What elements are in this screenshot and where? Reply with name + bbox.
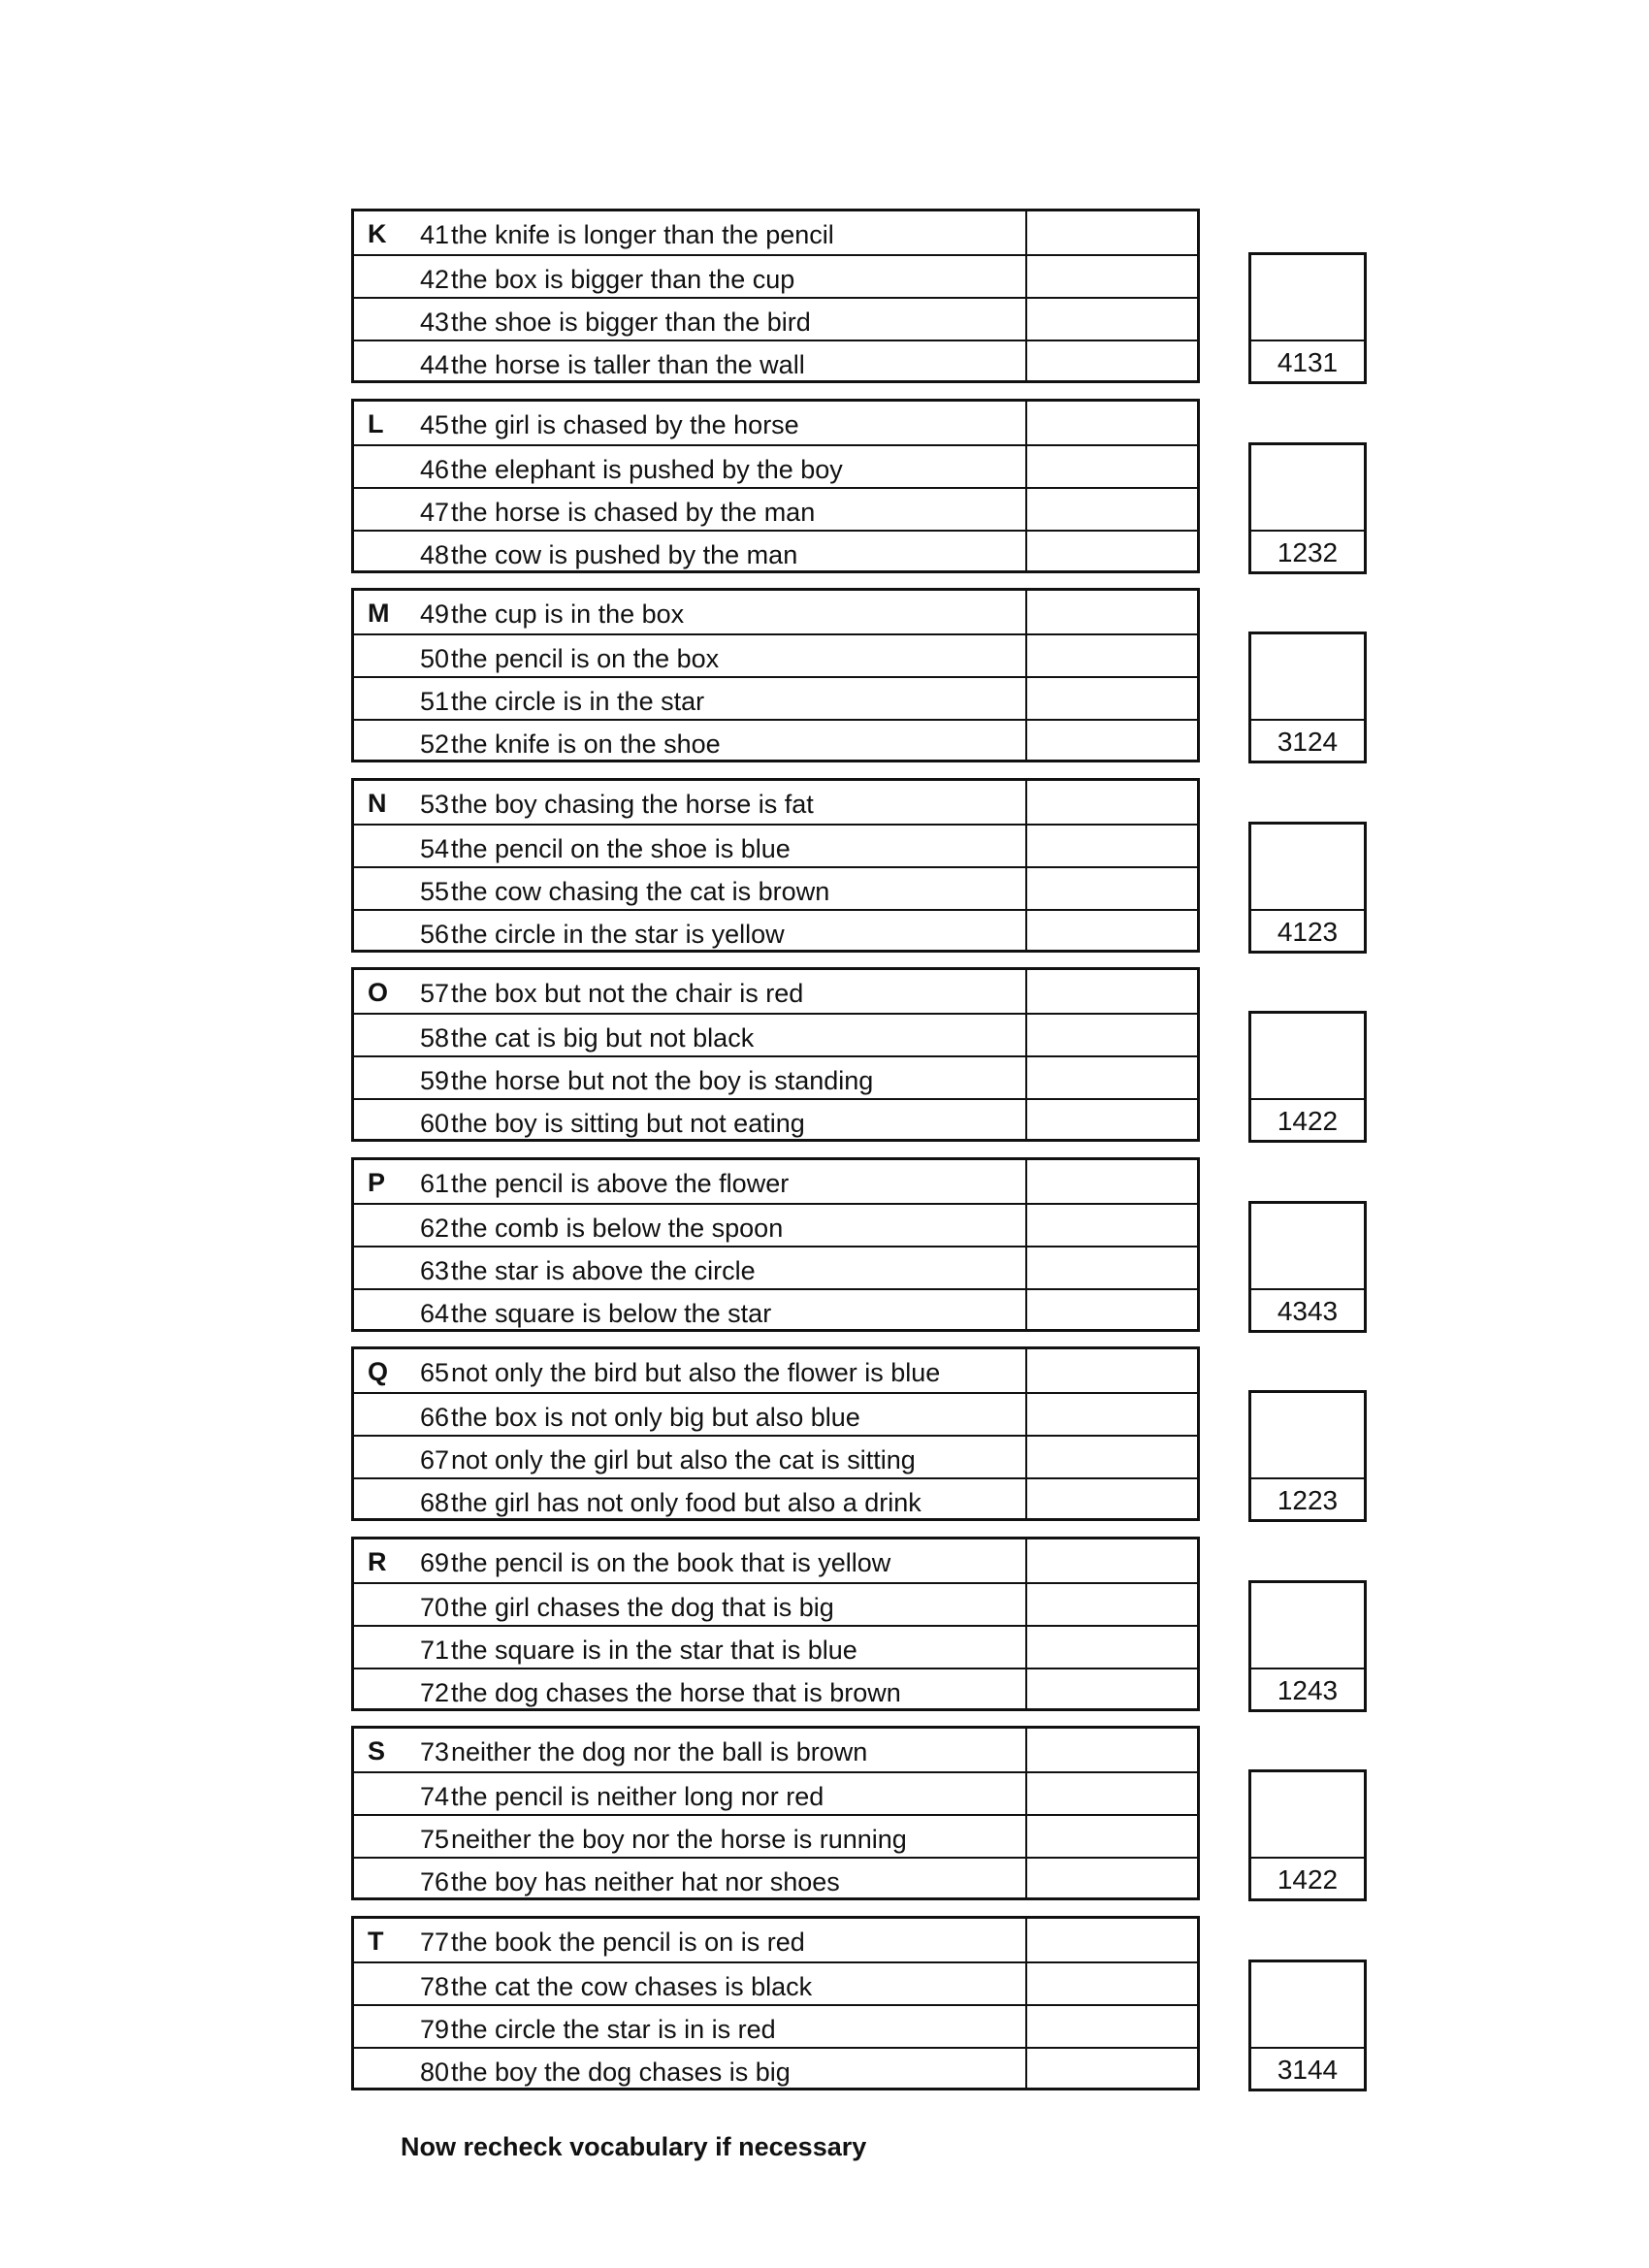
item-sentence: the horse is chased by the man [451,498,816,527]
item-row [354,1668,1197,1712]
item-row [354,402,1197,444]
item-table [351,399,1200,573]
item-number: 63 [419,1256,449,1285]
answer-key-box [1248,1390,1367,1522]
item-row [354,444,1197,489]
item-sentence: the pencil is above the flower [451,1169,790,1198]
item-sentence: the elephant is pushed by the boy [451,455,843,484]
item-sentence: the pencil is on the book that is yellow [451,1548,891,1577]
item-sentence: the girl is chased by the horse [451,410,799,439]
block-o [351,967,1370,1142]
item-number: 71 [419,1636,449,1665]
answer-key-box [1248,822,1367,954]
item-sentence: neither the boy nor the horse is running [451,1825,907,1854]
block-q [351,1346,1370,1521]
item-sentence: the book the pencil is on is red [451,1928,805,1957]
item-row [354,1814,1197,1859]
item-sentence: the shoe is bigger than the bird [451,308,811,337]
block-l [351,399,1370,573]
section-letter: O [368,978,389,1007]
answer-column-divider [1025,1729,1027,1897]
answer-key-code: 4343 [1277,1296,1339,1326]
item-row [354,824,1197,868]
answer-key-box [1248,252,1367,384]
item-number: 80 [419,2057,449,2087]
answer-key-code: 4123 [1277,917,1339,947]
item-number: 79 [419,2015,449,2044]
item-row [354,970,1197,1013]
item-number: 49 [419,599,449,629]
answer-key-box [1248,1960,1367,2091]
item-table [351,967,1200,1142]
item-number: 73 [419,1737,449,1766]
item-number: 65 [419,1358,449,1387]
item-number: 42 [419,265,449,294]
item-sentence: the dog chases the horse that is brown [451,1678,901,1707]
answer-key-code: 1232 [1277,537,1339,567]
answer-key-divider [1251,719,1364,721]
item-table [351,1916,1200,2090]
item-sentence: the circle the star is in is red [451,2015,776,2044]
item-sentence: the circle is in the star [451,687,705,716]
answer-key-divider [1251,909,1364,911]
item-number: 51 [419,687,449,716]
item-row [354,1477,1197,1522]
answer-key-divider [1251,1668,1364,1669]
block-t [351,1916,1370,2090]
item-row [354,1729,1197,1771]
item-number: 75 [419,1825,449,1854]
answer-key-code: 3124 [1277,727,1339,757]
block-p [351,1157,1370,1332]
item-number: 58 [419,1023,449,1053]
item-number: 74 [419,1782,449,1811]
item-number: 78 [419,1972,449,2001]
item-sentence: the star is above the circle [451,1256,756,1285]
item-number: 62 [419,1214,449,1243]
item-number: 41 [419,220,449,249]
item-number: 57 [419,979,449,1008]
block-n [351,778,1370,953]
answer-key-box [1248,1769,1367,1901]
item-row [354,1349,1197,1392]
item-sentence: not only the bird but also the flower is blue [451,1358,941,1387]
answer-key-divider [1251,340,1364,341]
answer-key-divider [1251,2047,1364,2049]
item-number: 76 [419,1867,449,1896]
item-row [354,1055,1197,1100]
item-sentence: the pencil is neither long nor red [451,1782,824,1811]
item-sentence: the square is in the star that is blue [451,1636,857,1665]
item-number: 44 [419,350,449,379]
item-sentence: the square is below the star [451,1299,772,1328]
item-number: 68 [419,1488,449,1517]
answer-key-box [1248,442,1367,574]
item-row [354,1392,1197,1437]
item-number: 69 [419,1548,449,1577]
section-letter: S [368,1736,386,1766]
item-number: 77 [419,1928,449,1957]
item-number: 70 [419,1593,449,1622]
item-sentence: the girl chases the dog that is big [451,1593,834,1622]
section-letter: L [368,409,384,438]
item-row [354,1160,1197,1203]
block-m [351,588,1370,762]
item-table [351,588,1200,762]
item-table [351,778,1200,953]
block-k [351,209,1370,383]
item-number: 59 [419,1066,449,1095]
item-row [354,2047,1197,2091]
item-sentence: the boy chasing the horse is fat [451,790,814,819]
answer-column-divider [1025,402,1027,570]
answer-column-divider [1025,591,1027,760]
item-number: 61 [419,1169,449,1198]
answer-column-divider [1025,970,1027,1139]
item-row [354,1246,1197,1290]
answer-key-code: 3144 [1277,2055,1339,2085]
item-number: 50 [419,644,449,673]
answer-key-box [1248,1201,1367,1333]
answer-key-divider [1251,1857,1364,1859]
item-row [354,633,1197,678]
item-row [354,909,1197,954]
item-number: 52 [419,729,449,759]
item-sentence: the comb is below the spoon [451,1214,784,1243]
item-sentence: the cow is pushed by the man [451,540,798,569]
section-letter: R [368,1547,387,1576]
item-sentence: the box is not only big but also blue [451,1403,860,1432]
item-row [354,1203,1197,1247]
item-sentence: the boy the dog chases is big [451,2057,791,2087]
answer-key-code: 1422 [1277,1864,1339,1895]
item-sentence: neither the dog nor the ball is brown [451,1737,868,1766]
section-letter: T [368,1927,384,1956]
item-number: 45 [419,410,449,439]
item-row [354,340,1197,384]
answer-key-divider [1251,530,1364,532]
answer-column-divider [1025,781,1027,950]
item-table [351,1726,1200,1900]
item-number: 64 [419,1299,449,1328]
item-sentence: the box but not the chair is red [451,979,804,1008]
item-row [354,1582,1197,1627]
item-table [351,209,1200,383]
block-r [351,1537,1370,1711]
answer-column-divider [1025,211,1027,380]
answer-key-divider [1251,1477,1364,1479]
answer-key-box [1248,1011,1367,1143]
answer-column-divider [1025,1349,1027,1518]
answer-column-divider [1025,1160,1027,1329]
item-sentence: the pencil on the shoe is blue [451,834,791,863]
item-sentence: the horse but not the boy is standing [451,1066,874,1095]
item-number: 66 [419,1403,449,1432]
item-row [354,1013,1197,1057]
item-sentence: the knife is longer than the pencil [451,220,834,249]
item-number: 53 [419,790,449,819]
item-table [351,1537,1200,1711]
section-letter: Q [368,1357,389,1386]
item-sentence: the cup is in the box [451,599,685,629]
item-sentence: the horse is taller than the wall [451,350,805,379]
block-s [351,1726,1370,1900]
item-row [354,297,1197,341]
item-row [354,211,1197,254]
item-table [351,1157,1200,1332]
item-row [354,781,1197,824]
section-letter: K [368,219,387,248]
answer-key-code: 1243 [1277,1675,1339,1705]
item-row [354,1771,1197,1816]
item-row [354,530,1197,574]
item-sentence: the knife is on the shoe [451,729,721,759]
section-letter: M [368,599,390,628]
item-sentence: the cat the cow chases is black [451,1972,813,2001]
item-table [351,1346,1200,1521]
item-number: 72 [419,1678,449,1707]
item-sentence: the cow chasing the cat is brown [451,877,830,906]
item-row [354,866,1197,911]
item-number: 67 [419,1445,449,1474]
item-number: 56 [419,920,449,949]
answer-key-code: 1223 [1277,1485,1339,1515]
item-number: 48 [419,540,449,569]
footer-instruction: Now recheck vocabulary if necessary [401,2132,867,2161]
item-number: 46 [419,455,449,484]
item-row [354,1961,1197,2006]
item-row [354,591,1197,633]
item-row [354,1539,1197,1582]
answer-column-divider [1025,1539,1027,1708]
item-row [354,1435,1197,1479]
item-row [354,1098,1197,1143]
item-sentence: the cat is big but not black [451,1023,755,1053]
item-row [354,676,1197,721]
item-row [354,1625,1197,1669]
section-letter: P [368,1168,386,1197]
item-sentence: not only the girl but also the cat is sitting [451,1445,916,1474]
item-row [354,254,1197,299]
item-sentence: the boy has neither hat nor shoes [451,1867,840,1896]
item-number: 47 [419,498,449,527]
item-sentence: the box is bigger than the cup [451,265,795,294]
item-row [354,2004,1197,2049]
answer-key-divider [1251,1288,1364,1290]
answer-column-divider [1025,1919,1027,2088]
item-row [354,719,1197,763]
item-row [354,1857,1197,1901]
answer-key-box [1248,1580,1367,1712]
section-letter: N [368,789,387,818]
item-sentence: the circle in the star is yellow [451,920,785,949]
item-row [354,487,1197,532]
item-number: 60 [419,1109,449,1138]
answer-key-code: 1422 [1277,1106,1339,1136]
item-number: 54 [419,834,449,863]
answer-key-box [1248,632,1367,763]
item-row [354,1288,1197,1333]
item-sentence: the girl has not only food but also a drink [451,1488,922,1517]
answer-key-divider [1251,1098,1364,1100]
item-number: 55 [419,877,449,906]
item-row [354,1919,1197,1961]
answer-key-code: 4131 [1277,347,1339,377]
item-sentence: the boy is sitting but not eating [451,1109,805,1138]
item-sentence: the pencil is on the box [451,644,720,673]
item-number: 43 [419,308,449,337]
